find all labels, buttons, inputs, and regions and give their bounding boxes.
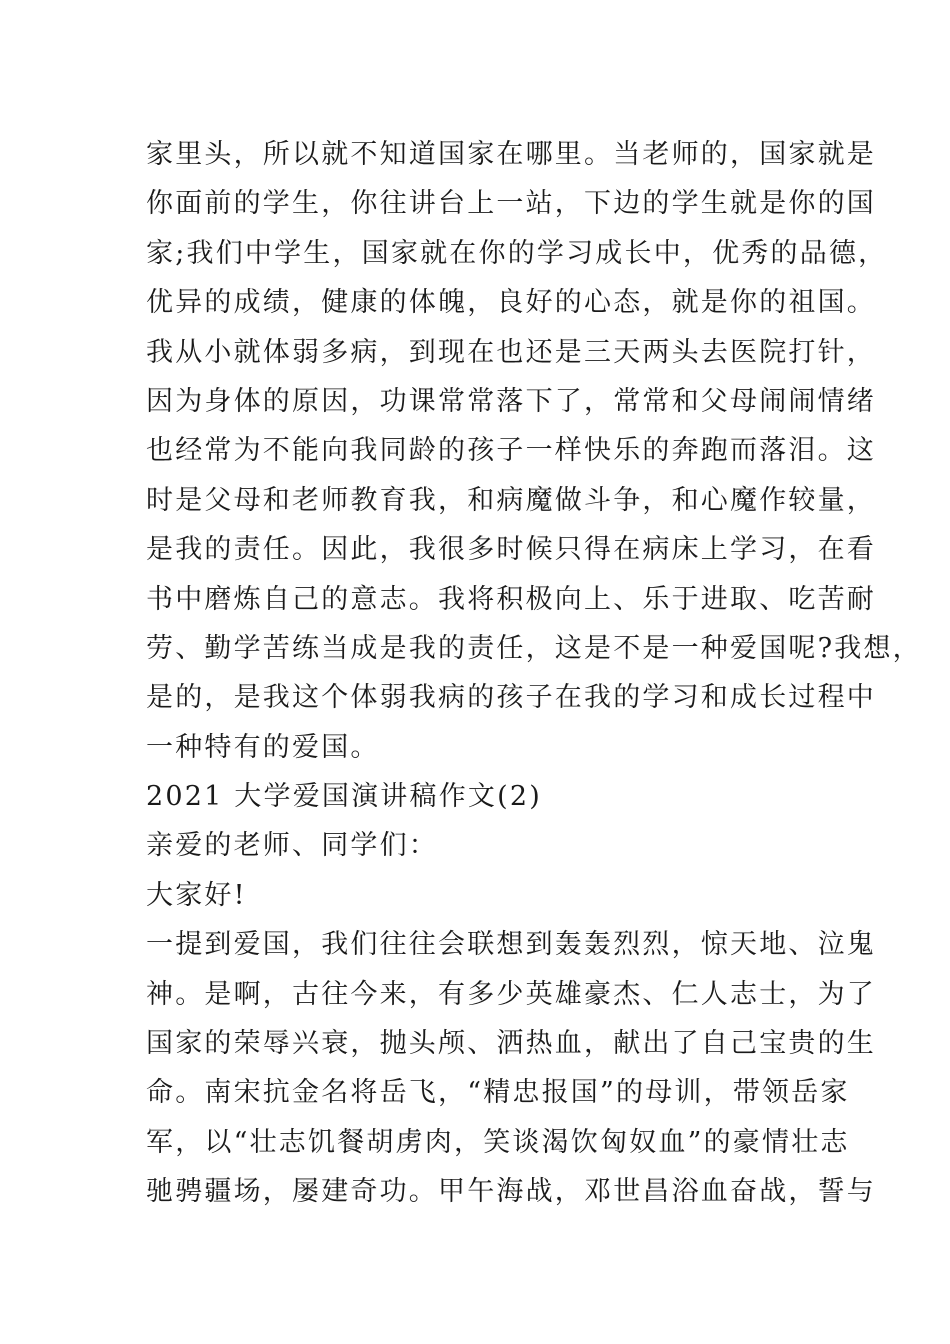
text-line: 时是父母和老师教育我，和病魔做斗争，和心魔作较量， bbox=[146, 484, 876, 516]
greeting: 大家好! bbox=[146, 879, 247, 911]
text-line: 家;我们中学生，国家就在你的学习成长中，优秀的品德， bbox=[146, 237, 888, 269]
text-line: 书中磨炼自己的意志。我将积极向上、乐于进取、吃苦耐 bbox=[146, 583, 876, 615]
salutation: 亲爱的老师、同学们： bbox=[146, 830, 438, 862]
text-line: 一种特有的爱国。 bbox=[146, 731, 380, 763]
text-line: 因为身体的原因，功课常常落下了，常常和父母闹闹情绪 bbox=[146, 385, 876, 417]
text-line: 是的，是我这个体弱我病的孩子在我的学习和成长过程中 bbox=[146, 682, 876, 714]
section-heading: 2021 大学爱国演讲稿作文(2) bbox=[146, 781, 542, 813]
text-line: 命。南宋抗金名将岳飞，“精忠报国”的母训，带领岳家 bbox=[146, 1077, 850, 1109]
text-line: 神。是啊，古往今来，有多少英雄豪杰、仁人志士，为了 bbox=[146, 978, 876, 1010]
text-line: 家里头，所以就不知道国家在哪里。当老师的，国家就是 bbox=[146, 139, 876, 170]
text-line: 军，以“壮志饥餐胡虏肉，笑谈渴饮匈奴血”的豪情壮志 bbox=[146, 1126, 850, 1158]
text-line: 劳、勤学苦练当成是我的责任，这是不是一种爱国呢?我想， bbox=[146, 632, 922, 664]
text-line: 国家的荣辱兴衰，抛头颅、洒热血，献出了自己宝贵的生 bbox=[146, 1028, 876, 1060]
text-line: 一提到爱国，我们往往会联想到轰轰烈烈，惊天地、泣鬼 bbox=[146, 929, 876, 961]
text-line: 也经常为不能向我同龄的孩子一样快乐的奔跑而落泪。这 bbox=[146, 435, 876, 467]
text-line: 是我的责任。因此，我很多时候只得在病床上学习，在看 bbox=[146, 534, 876, 566]
text-line: 你面前的学生，你往讲台上一站，下边的学生就是你的国 bbox=[146, 188, 876, 220]
text-line: 驰骋疆场，屡建奇功。甲午海战，邓世昌浴血奋战，誓与 bbox=[146, 1176, 876, 1208]
text-line: 优异的成绩，健康的体魄，良好的心态，就是你的祖国。 bbox=[146, 287, 876, 319]
text-line: 我从小就体弱多病，到现在也还是三天两头去医院打针， bbox=[146, 336, 876, 368]
document-body bbox=[146, 130, 922, 1217]
